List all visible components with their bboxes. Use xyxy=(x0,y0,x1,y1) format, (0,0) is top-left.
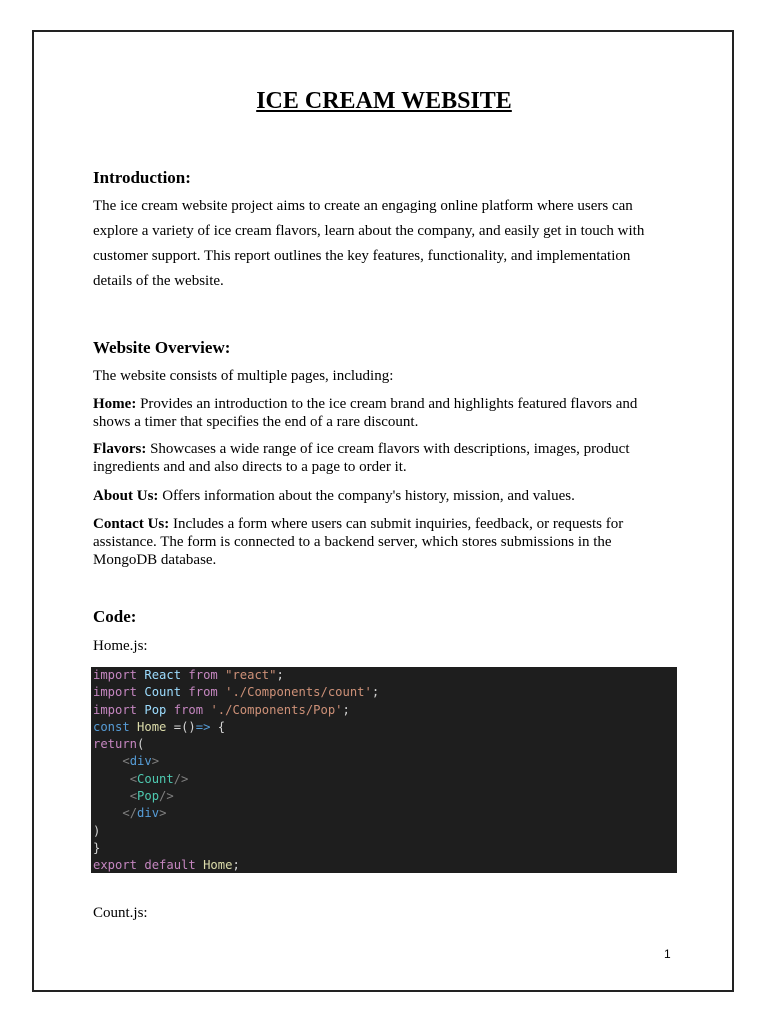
home-js-label-wrap xyxy=(93,637,673,655)
overview-item-line: shows a timer that specifies the end of a rare discount. xyxy=(93,414,419,430)
intro-line: customer support. This report outlines the key features, functionality, and implementation xyxy=(93,248,631,264)
code-token: from xyxy=(188,685,218,700)
code-token: => xyxy=(195,719,211,734)
code-token: import xyxy=(93,668,138,682)
code-token xyxy=(218,668,225,682)
overview-item-text: Offers information about the company's history, mission, and values. xyxy=(158,488,575,504)
introduction-section xyxy=(93,167,673,189)
code-token xyxy=(93,789,130,803)
code-token: < xyxy=(122,754,130,769)
overview-item-term: Flavors: xyxy=(93,441,147,457)
code-line xyxy=(93,684,675,701)
code-line xyxy=(93,823,675,840)
overview-item-text: Includes a form where users can submit inquiries, feedback, or requests for xyxy=(169,516,624,532)
overview-heading: Website Overview: xyxy=(93,338,231,357)
code-line xyxy=(93,857,675,874)
overview-item-term: Contact Us: xyxy=(93,516,170,532)
code-block xyxy=(91,667,677,873)
code-token: { xyxy=(210,719,226,734)
overview-item-home xyxy=(93,395,673,431)
code-token: Home xyxy=(137,719,167,734)
code-token: ; xyxy=(232,858,240,873)
code-token: Pop xyxy=(144,702,167,717)
count-js-label: Count.js: xyxy=(93,905,148,921)
overview-item-line xyxy=(93,395,673,413)
code-token: './Components/count' xyxy=(225,685,372,700)
overview-item-text: Showcases a wide range of ice cream flavors with descriptions, images, product xyxy=(146,441,630,457)
code-token: Pop xyxy=(137,789,160,804)
overview-item-line: assistance. The form is connected to a backend server, which stores submissions in the xyxy=(93,534,612,550)
code-token: } xyxy=(93,840,101,855)
overview-lead xyxy=(93,367,673,385)
code-token: = xyxy=(166,719,182,734)
code-token: "react" xyxy=(225,668,277,682)
introduction-heading: Introduction: xyxy=(93,168,191,187)
code-token: ; xyxy=(342,702,350,717)
code-token: </ xyxy=(122,806,138,821)
code-token: > xyxy=(151,754,160,769)
overview-item-line xyxy=(93,515,673,533)
code-token: /> xyxy=(159,789,174,804)
code-token: < xyxy=(129,789,138,804)
code-token xyxy=(196,858,203,872)
overview-item-text: Provides an introduction to the ice cream brand and highlights featured flavors and xyxy=(136,396,638,412)
code-token: ; xyxy=(276,668,284,682)
overview-item-about xyxy=(93,487,673,505)
code-token xyxy=(93,754,122,768)
code-line xyxy=(93,771,675,788)
intro-line: explore a variety of ice cream flavors, learn about the company, and easily get in touch with xyxy=(93,223,645,239)
code-token: div xyxy=(129,754,152,769)
code-token: return xyxy=(93,737,138,752)
code-token: './Components/Pop' xyxy=(210,702,343,717)
code-token xyxy=(218,685,225,699)
code-token: default xyxy=(144,858,196,873)
code-line xyxy=(93,702,675,719)
code-token: import xyxy=(93,702,138,717)
page-number: 1 xyxy=(664,947,671,961)
code-token: /> xyxy=(173,771,189,786)
code-token: ; xyxy=(371,685,380,700)
code-token: div xyxy=(137,806,160,821)
intro-line: The ice cream website project aims to create an engaging online platform where users can xyxy=(93,198,633,214)
code-token: < xyxy=(129,771,138,786)
code-token: export xyxy=(93,858,138,873)
code-token: > xyxy=(159,806,167,821)
code-section xyxy=(93,606,673,628)
code-line xyxy=(93,736,675,753)
overview-item-term: Home: xyxy=(93,396,137,412)
code-heading: Code: xyxy=(93,607,137,626)
code-line xyxy=(93,719,675,736)
overview-lead-text: The website consists of multiple pages, including: xyxy=(93,368,394,384)
code-line xyxy=(93,753,675,770)
code-token: from xyxy=(188,668,218,682)
code-line xyxy=(93,788,675,805)
code-token xyxy=(93,772,130,786)
count-js-label-wrap xyxy=(93,904,673,922)
overview-item-line: MongoDB database. xyxy=(93,552,217,568)
code-token: const xyxy=(93,719,130,734)
code-line xyxy=(93,805,675,822)
code-token: ) xyxy=(93,823,101,838)
code-token xyxy=(130,720,137,734)
code-token: Count xyxy=(137,771,174,786)
intro-line: details of the website. xyxy=(93,273,224,289)
overview-item-contact xyxy=(93,515,673,569)
code-token xyxy=(166,703,173,717)
overview-item-term: About Us: xyxy=(93,488,159,504)
overview-item-line xyxy=(93,487,673,505)
code-token: ( xyxy=(137,737,145,752)
code-token: React xyxy=(144,668,182,682)
code-token: Home xyxy=(203,858,233,873)
overview-item-line xyxy=(93,440,673,458)
code-token: () xyxy=(181,719,196,734)
code-token xyxy=(93,806,122,820)
introduction-body xyxy=(93,194,673,294)
document-title: ICE CREAM WEBSITE xyxy=(256,88,512,114)
code-line xyxy=(93,840,675,857)
home-js-label: Home.js: xyxy=(93,638,148,654)
code-token: import xyxy=(93,685,138,700)
overview-item-flavors xyxy=(93,440,673,476)
code-token: from xyxy=(173,702,204,717)
code-token: Count xyxy=(144,685,182,700)
overview-section xyxy=(93,337,673,359)
code-line xyxy=(93,667,675,684)
overview-item-line: ingredients and and also directs to a page to order it. xyxy=(93,459,407,475)
